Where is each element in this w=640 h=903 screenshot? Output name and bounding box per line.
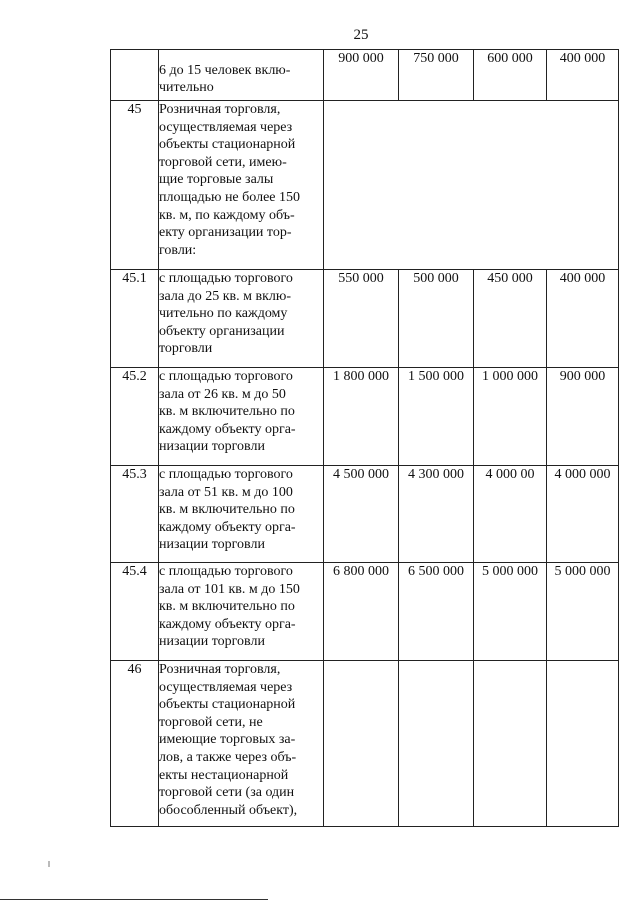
value-cell: 6 500 000 xyxy=(399,563,474,661)
page-number: 25 xyxy=(353,27,369,43)
value-cell: 1 000 000 xyxy=(474,368,547,466)
desc-line: осуществляемая через xyxy=(159,119,293,135)
value-cell: 750 000 xyxy=(399,50,474,101)
desc-line: каждому объекту орга- xyxy=(159,519,296,535)
value-cell: 400 000 xyxy=(547,50,619,101)
value-cell: 400 000 xyxy=(547,270,619,368)
desc-line: Розничная торговля, xyxy=(159,662,281,677)
value-cell: 4 000 00 xyxy=(474,466,547,563)
value-cell: 5 000 000 xyxy=(474,563,547,661)
value-cell: 5 000 000 xyxy=(547,563,619,661)
desc-line: торговой сети (за один xyxy=(159,785,295,801)
value-cell: 550 000 xyxy=(324,270,399,368)
desc-line: низации торговли xyxy=(159,537,265,553)
value-cell: 900 000 xyxy=(324,50,399,101)
merged-empty-cell xyxy=(324,101,619,270)
table-row xyxy=(111,563,619,661)
desc-line: с площадью торгового xyxy=(159,369,293,384)
desc-line: кв. м включительно по xyxy=(159,404,295,420)
desc-line: 6 до 15 человек вклю- xyxy=(159,62,291,78)
table-row xyxy=(111,368,619,466)
value-cell: 1 800 000 xyxy=(324,368,399,466)
row-description xyxy=(159,368,324,466)
value-cell xyxy=(547,661,619,827)
desc-line: имеющие торговых за- xyxy=(159,732,296,748)
desc-line: каждому объекту орга- xyxy=(159,421,296,437)
desc-line: чительно по каждому xyxy=(159,306,288,322)
row-number: 45.2 xyxy=(111,368,159,466)
desc-line: зала до 25 кв. м вклю- xyxy=(159,288,291,304)
table-row xyxy=(111,270,619,368)
desc-line: с площадью торгового xyxy=(159,271,293,286)
desc-line: екту организации тор- xyxy=(159,225,292,241)
desc-line: объекту организации xyxy=(159,323,285,339)
table-row xyxy=(111,101,619,270)
row-number: 45 xyxy=(111,101,159,270)
value-cell xyxy=(324,661,399,827)
table-row xyxy=(111,661,619,827)
value-cell: 6 800 000 xyxy=(324,563,399,661)
row-number: 45.4 xyxy=(111,563,159,661)
desc-line: каждому объекту орга- xyxy=(159,616,296,632)
desc-line: площадью не более 150 xyxy=(159,189,300,205)
value-cell: 500 000 xyxy=(399,270,474,368)
row-description xyxy=(159,466,324,563)
desc-line: объекты стационарной xyxy=(159,137,296,153)
desc-line: зала от 51 кв. м до 100 xyxy=(159,484,293,500)
desc-line: зала от 101 кв. м до 150 xyxy=(159,581,300,597)
fee-table xyxy=(110,49,619,827)
row-description xyxy=(159,563,324,661)
scan-mark xyxy=(48,861,50,867)
table-row xyxy=(111,466,619,563)
desc-line: с площадью торгового xyxy=(159,467,293,482)
row-number xyxy=(111,50,159,101)
desc-line: Розничная торговля, xyxy=(159,102,281,117)
value-cell: 4 300 000 xyxy=(399,466,474,563)
desc-line: обособленный объект), xyxy=(159,802,298,818)
table-row xyxy=(111,50,619,101)
value-cell: 600 000 xyxy=(474,50,547,101)
row-description xyxy=(159,661,324,827)
value-cell xyxy=(474,661,547,827)
desc-line: низации торговли xyxy=(159,634,265,650)
desc-line: кв. м, по каждому объ- xyxy=(159,207,295,223)
desc-line: екты нестационарной xyxy=(159,767,289,783)
desc-line: зала от 26 кв. м до 50 xyxy=(159,386,286,402)
row-description xyxy=(159,50,324,101)
row-description xyxy=(159,270,324,368)
desc-line: торговли xyxy=(159,341,213,357)
desc-line: щие торговые залы xyxy=(159,172,274,188)
desc-line: говли: xyxy=(159,242,197,258)
row-number: 45.1 xyxy=(111,270,159,368)
row-description xyxy=(159,101,324,270)
desc-line: торговой сети, не xyxy=(159,714,263,730)
desc-line: лов, а также через объ- xyxy=(159,749,297,765)
desc-line: чительно xyxy=(159,80,214,96)
value-cell: 900 000 xyxy=(547,368,619,466)
desc-line: с площадью торгового xyxy=(159,564,293,579)
row-number: 46 xyxy=(111,661,159,827)
value-cell: 4 000 000 xyxy=(547,466,619,563)
value-cell: 450 000 xyxy=(474,270,547,368)
desc-line: объекты стационарной xyxy=(159,697,296,713)
desc-line: кв. м включительно по xyxy=(159,599,295,615)
desc-line: низации торговли xyxy=(159,439,265,455)
desc-line: осуществляемая через xyxy=(159,679,293,695)
value-cell xyxy=(399,661,474,827)
row-number: 45.3 xyxy=(111,466,159,563)
footnote-rule xyxy=(0,899,268,900)
desc-line: торговой сети, имею- xyxy=(159,154,287,170)
value-cell: 1 500 000 xyxy=(399,368,474,466)
desc-line: кв. м включительно по xyxy=(159,502,295,518)
value-cell: 4 500 000 xyxy=(324,466,399,563)
